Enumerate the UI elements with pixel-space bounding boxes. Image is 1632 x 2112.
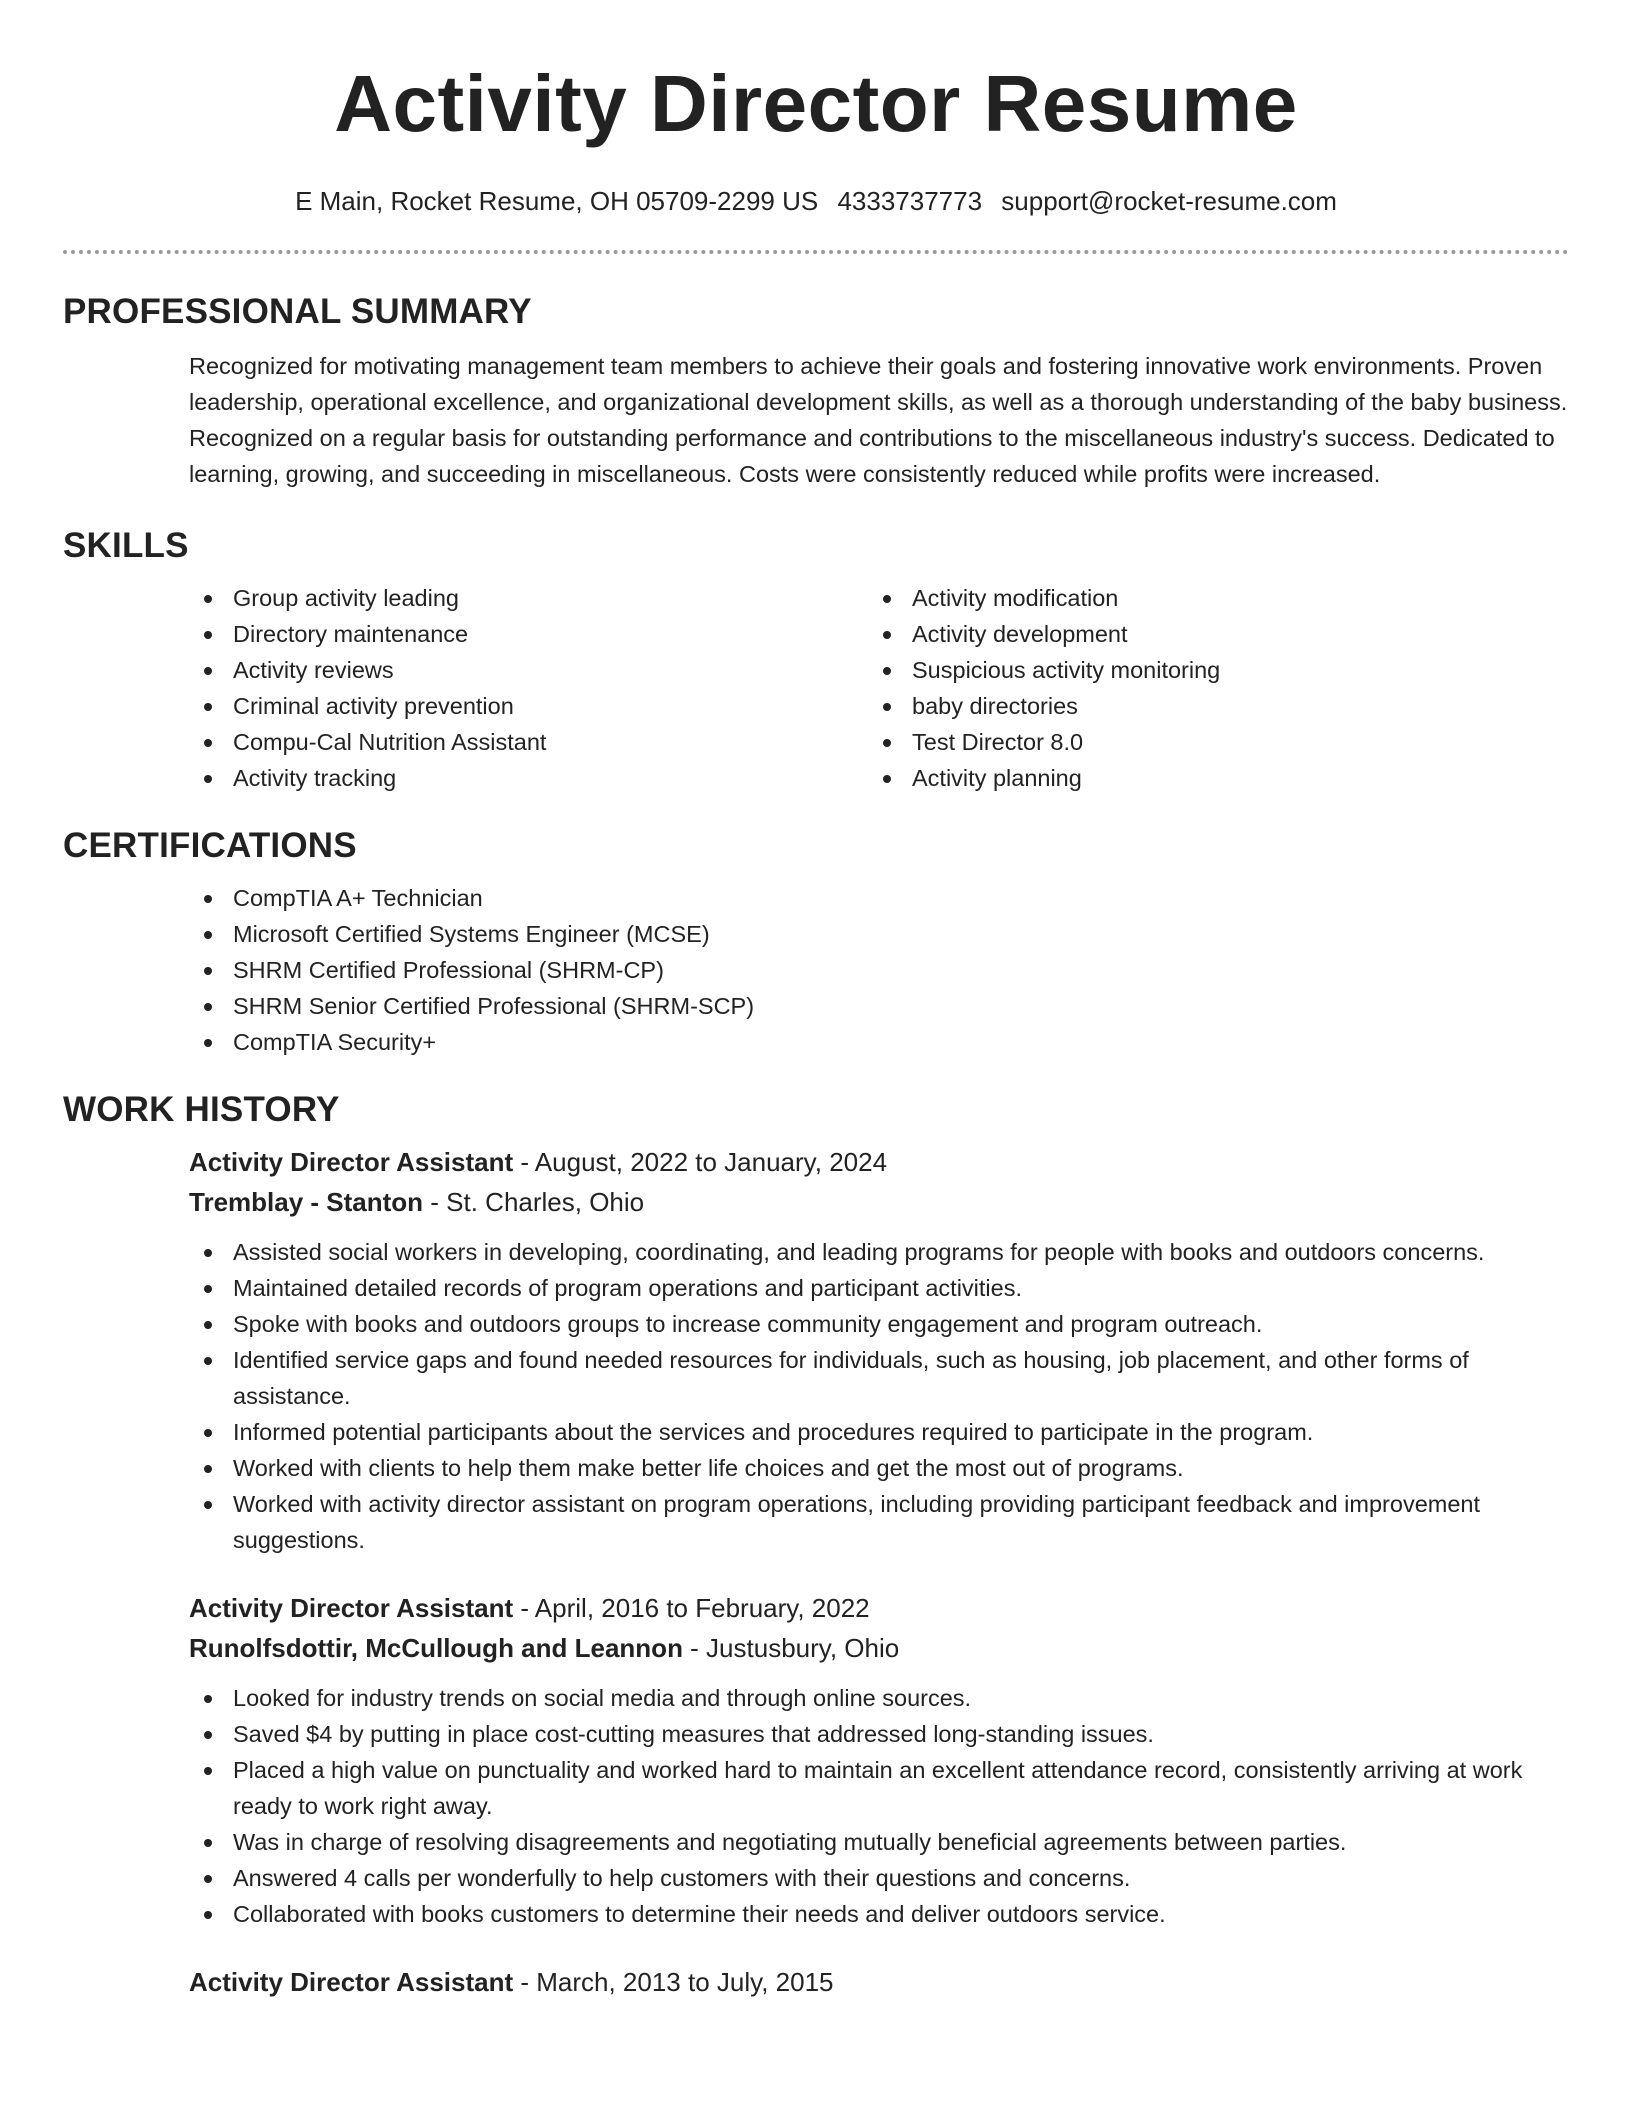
certifications-list [189, 880, 1632, 1060]
skill-item: Activity planning [868, 760, 1547, 796]
job-bullet: Saved $4 by putting in place cost-cutting measures that addressed long-standing issues. [189, 1716, 1569, 1752]
certification-item: CompTIA Security+ [189, 1024, 1632, 1060]
skill-item: baby directories [868, 688, 1547, 724]
job-bullet: Placed a high value on punctuality and worked hard to maintain an excellent attendance record, consistently arriving at work ready to work right away. [189, 1752, 1569, 1824]
skill-item: Test Director 8.0 [868, 724, 1547, 760]
job-title-line [189, 1962, 1569, 2002]
job-bullet: Assisted social workers in developing, coordinating, and leading programs for people with books and outdoors concerns. [189, 1234, 1569, 1270]
contact-email[interactable]: support@rocket-resume.com [1001, 186, 1337, 216]
job-title-line [189, 1142, 1569, 1182]
work-history-heading: WORK HISTORY [63, 1090, 340, 1129]
skill-item: Suspicious activity monitoring [868, 652, 1547, 688]
job-title: Activity Director Assistant [189, 1147, 514, 1177]
job-bullets [189, 1680, 1569, 1932]
job-bullet: Worked with clients to help them make better life choices and get the most out of programs. [189, 1450, 1569, 1486]
summary-heading: PROFESSIONAL SUMMARY [63, 292, 532, 331]
certification-item: SHRM Senior Certified Professional (SHRM-SCP) [189, 988, 1632, 1024]
job-entry [189, 1142, 1569, 1558]
certification-item: SHRM Certified Professional (SHRM-CP) [189, 952, 1632, 988]
job-dates: - March, 2013 to July, 2015 [513, 1967, 834, 1997]
resume-title: Activity Director Resume [334, 59, 1298, 148]
job-dates: - April, 2016 to February, 2022 [513, 1593, 870, 1623]
job-bullet: Identified service gaps and found needed resources for individuals, such as housing, job placement, and other forms of assistance. [189, 1342, 1569, 1414]
skills-heading: SKILLS [63, 526, 189, 565]
job-bullet: Answered 4 calls per wonderfully to help customers with their questions and concerns. [189, 1860, 1569, 1896]
job-location: - St. Charles, Ohio [423, 1187, 645, 1217]
job-title: Activity Director Assistant [189, 1967, 514, 1997]
skill-item: Directory maintenance [189, 616, 868, 652]
skill-item: Activity reviews [189, 652, 868, 688]
skill-item: Activity modification [868, 580, 1547, 616]
skill-item: Activity tracking [189, 760, 868, 796]
job-company: Tremblay - Stanton [189, 1187, 424, 1217]
job-bullet: Spoke with books and outdoors groups to increase community engagement and program outreach. [189, 1306, 1569, 1342]
job-title-line [189, 1588, 1569, 1628]
job-bullet: Maintained detailed records of program operations and participant activities. [189, 1270, 1569, 1306]
summary-text: Recognized for motivating management team members to achieve their goals and fostering innovative work environments. Proven leadership, operational excellence, and organizational development skills, as well as a thorough understanding of the baby business. Recognized on a regular basis for outstanding performance and contributions to the miscellaneous industry's success. Dedicated to learning, growing, and succeeding in miscellaneous. Costs were consistently reduced while profits were increased. [189, 353, 1568, 487]
header-divider [63, 250, 1569, 254]
contact-phone: 4333737773 [837, 186, 983, 216]
skills-column-right [868, 580, 1547, 796]
job-bullet: Was in charge of resolving disagreements and negotiating mutually beneficial agreements between parties. [189, 1824, 1569, 1860]
certifications-heading: CERTIFICATIONS [63, 826, 357, 865]
job-company: Runolfsdottir, McCullough and Leannon [189, 1633, 683, 1663]
job-company-line [189, 1182, 1569, 1222]
contact-address: E Main, Rocket Resume, OH 05709-2299 US [295, 186, 819, 216]
job-entry [189, 1962, 1569, 2002]
skill-item: Compu-Cal Nutrition Assistant [189, 724, 868, 760]
job-dates: - August, 2022 to January, 2024 [513, 1147, 888, 1177]
job-bullet: Worked with activity director assistant on program operations, including providing participant feedback and improvement suggestions. [189, 1486, 1569, 1558]
job-title: Activity Director Assistant [189, 1593, 514, 1623]
job-bullet: Collaborated with books customers to determine their needs and deliver outdoors service. [189, 1896, 1569, 1932]
certification-item: Microsoft Certified Systems Engineer (MCSE) [189, 916, 1632, 952]
skill-item: Criminal activity prevention [189, 688, 868, 724]
skills-list [189, 580, 1632, 796]
job-bullets [189, 1234, 1569, 1558]
skills-column-left [189, 580, 868, 796]
skill-item: Group activity leading [189, 580, 868, 616]
job-entry [189, 1588, 1569, 1932]
skill-item: Activity development [868, 616, 1547, 652]
job-bullet: Informed potential participants about the services and procedures required to participate in the program. [189, 1414, 1569, 1450]
job-location: - Justusbury, Ohio [682, 1633, 900, 1663]
job-company-line [189, 1628, 1569, 1668]
certification-item: CompTIA A+ Technician [189, 880, 1632, 916]
contact-line [0, 186, 1632, 216]
job-bullet: Looked for industry trends on social media and through online sources. [189, 1680, 1569, 1716]
